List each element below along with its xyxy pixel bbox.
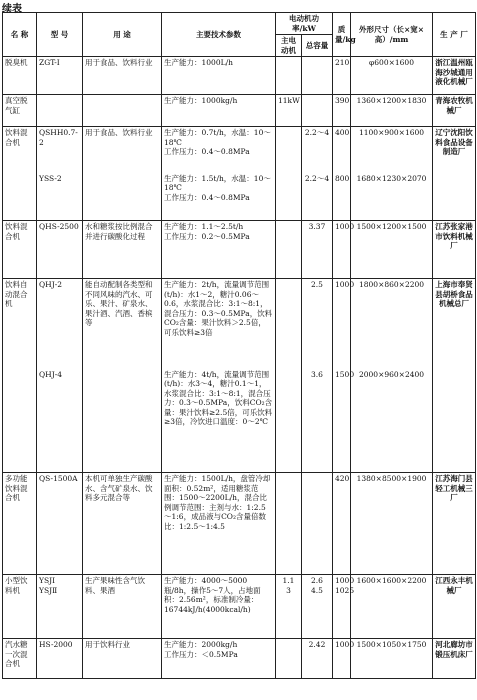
table-row	[3, 279, 476, 369]
cell-maker: 辽宁沈阳饮料食品设备制造厂	[433, 127, 476, 221]
cell-main: 1.1 3	[276, 575, 302, 639]
cell-name: 真空脱气缸	[3, 95, 37, 127]
cell-dims: 1100×900×1600	[351, 127, 433, 173]
cell-model: QHJ-4	[37, 369, 83, 473]
cell-total	[302, 95, 333, 127]
cell-main	[276, 57, 302, 95]
cell-use: 用于食品、饮料行业	[83, 57, 162, 95]
cell-mass: 390	[333, 95, 351, 127]
cell-mass: 800	[333, 173, 351, 221]
equipment-table	[2, 12, 476, 679]
cell-model: QHJ-2	[37, 279, 83, 369]
cell-dims: 1680×1230×2070	[351, 173, 433, 221]
cell-main	[276, 173, 302, 221]
table-row	[3, 173, 476, 221]
cell-dims: 1380×8500×1900	[351, 473, 433, 575]
cell-model	[37, 95, 83, 127]
header-dims: 外形尺寸（长×宽×高）/mm	[351, 13, 433, 57]
cell-model: QHS-2500	[37, 221, 83, 279]
table-row	[3, 369, 476, 473]
table-row	[3, 221, 476, 279]
cell-total: 3.37	[302, 221, 333, 279]
cell-maker: 青海农牧机械厂	[433, 95, 476, 127]
cell-params: 生产能力：4t/h，流量调节范围(t/h)：水3～4，糖汁0.1～1，水浆混合比：3:1～8:1，混合压力：0.3～0.5MPa，饮料CO₂含量：果汁饮料≥2.5倍，可乐饮料≥3倍，冷饮进口温度：0～2℃	[162, 369, 276, 473]
cell-model: YSJⅠ YSJⅡ	[37, 575, 83, 639]
cell-use: 用于食品、饮料行业	[83, 127, 162, 221]
continued-label: 续表	[2, 4, 22, 15]
cell-dims: 1500×1200×1500	[351, 221, 433, 279]
cell-name: 小型饮料机	[3, 575, 37, 639]
cell-main	[276, 369, 302, 473]
header-total: 总容量	[302, 35, 333, 57]
cell-total: 2.42	[302, 639, 333, 679]
cell-name: 饮料混合机	[3, 127, 37, 221]
cell-mass: 1000	[333, 639, 351, 679]
cell-dims: 1600×1600×2200	[351, 575, 433, 639]
cell-main	[276, 221, 302, 279]
cell-use: 用于饮料行业	[83, 639, 162, 679]
table-row	[3, 473, 476, 575]
cell-params: 生产能力：4000～5000瓶/8h，操作5～7人，占地面积：2.56m²，标准制冷量：16744kJ/h(4000kcal/h)	[162, 575, 276, 639]
cell-name: 汽水糖一次混合机	[3, 639, 37, 679]
cell-total	[302, 473, 333, 575]
cell-total: 2.6 4.5	[302, 575, 333, 639]
cell-use: 生产果味性含气饮料、果酒	[83, 575, 162, 639]
cell-dims: 1800×860×2200	[351, 279, 433, 369]
cell-mass: 210	[333, 57, 351, 95]
cell-total: 2.5	[302, 279, 333, 369]
cell-use: 水和糖浆按比例混合并进行碳酸化过程	[83, 221, 162, 279]
cell-dims: 1360×1200×1830	[351, 95, 433, 127]
table-row	[3, 575, 476, 639]
cell-mass: 420	[333, 473, 351, 575]
cell-total: 3.6	[302, 369, 333, 473]
cell-dims: 2000×960×2400	[351, 369, 433, 473]
header-model: 型 号	[37, 13, 83, 57]
header-power: 电动机功率/kW	[276, 13, 333, 35]
cell-dims: φ600×1600	[351, 57, 433, 95]
cell-dims: 1500×1050×1750	[351, 639, 433, 679]
cell-name: 多功能饮料混合机	[3, 473, 37, 575]
cell-params: 生产能力：1000L/h	[162, 57, 276, 95]
cell-name: 饮料自动混合机	[3, 279, 37, 473]
header-name: 名 称	[3, 13, 37, 57]
cell-use: 本机可单独生产碳酸水、含气矿泉水、饮料多元混合等	[83, 473, 162, 575]
cell-maker: 浙江温州瓯海沙城通用液化机械厂	[433, 57, 476, 95]
cell-total	[302, 57, 333, 95]
table-row	[3, 127, 476, 173]
cell-total: 2.2～4	[302, 173, 333, 221]
table-row	[3, 95, 476, 127]
cell-name: 脱臭机	[3, 57, 37, 95]
cell-main	[276, 279, 302, 369]
cell-maker: 江西永丰机械厂	[433, 575, 476, 639]
table-row	[3, 57, 476, 95]
cell-params: 生产能力：1.1～2.5t/h 工作压力：0.2～0.5MPa	[162, 221, 276, 279]
cell-model: QSHH0.7-2	[37, 127, 83, 173]
cell-mass: 1000	[333, 279, 351, 369]
cell-maker: 河北廊坊市锻压机床厂	[433, 639, 476, 679]
header-maker: 生 产 厂	[433, 13, 476, 57]
cell-mass: 1000 1025	[333, 575, 351, 639]
cell-mass: 400	[333, 127, 351, 173]
cell-params: 生产能力：1500L/h，盘管冷却面积：0.52m²，适用糖浆范围：1500～2200L/h，混合比例调节范围：主剂与水：1:2.5～1:6，成品液与CO₂含量倍数比：1:2.5～1:4.5	[162, 473, 276, 575]
header-mass: 质量/kg	[333, 13, 351, 57]
cell-params: 生产能力：1000kg/h	[162, 95, 276, 127]
cell-params: 生产能力：0.7t/h，水温：10～18℃ 工作压力：0.4～0.8MPa	[162, 127, 276, 173]
cell-main	[276, 639, 302, 679]
cell-main	[276, 473, 302, 575]
cell-mass: 1000	[333, 221, 351, 279]
cell-main	[276, 127, 302, 173]
cell-maker: 上海市奉贤县胡桥食品机械总厂	[433, 279, 476, 473]
cell-model: QS-1500A	[37, 473, 83, 575]
header-use: 用 途	[83, 13, 162, 57]
table-row	[3, 639, 476, 679]
cell-model: YSS-2	[37, 173, 83, 221]
cell-params: 生产能力：1.5t/h，水温：10～18℃ 工作压力：0.4～0.8MPa	[162, 173, 276, 221]
header-params: 主要技术参数	[162, 13, 276, 57]
cell-model: HS-2000	[37, 639, 83, 679]
cell-params: 生产能力：2000kg/h 工作压力：＜0.5MPa	[162, 639, 276, 679]
cell-model: ZGT-Ⅰ	[37, 57, 83, 95]
cell-mass: 1500	[333, 369, 351, 473]
cell-main: 11kW	[276, 95, 302, 127]
cell-use	[83, 95, 162, 127]
header-main-motor: 主电动机	[276, 35, 302, 57]
cell-maker: 江苏张家港市饮料机械厂	[433, 221, 476, 279]
cell-use: 能自动配制各类型和不同风味的汽水、可乐、果汁、矿泉水、果汁酒、汽酒、香槟等	[83, 279, 162, 473]
cell-total: 2.2～4	[302, 127, 333, 173]
cell-params: 生产能力：2t/h，流量调节范围(t/h)：水1～2，糖汁0.06～0.6，水浆混合比：3:1～8:1，混合压力：0.3～0.5MPa，饮料CO₂含量：果汁饮料＞2.5倍，可乐饮料≥3倍	[162, 279, 276, 369]
cell-name: 饮料混合机	[3, 221, 37, 279]
cell-maker: 江苏海门县轻工机械三厂	[433, 473, 476, 575]
